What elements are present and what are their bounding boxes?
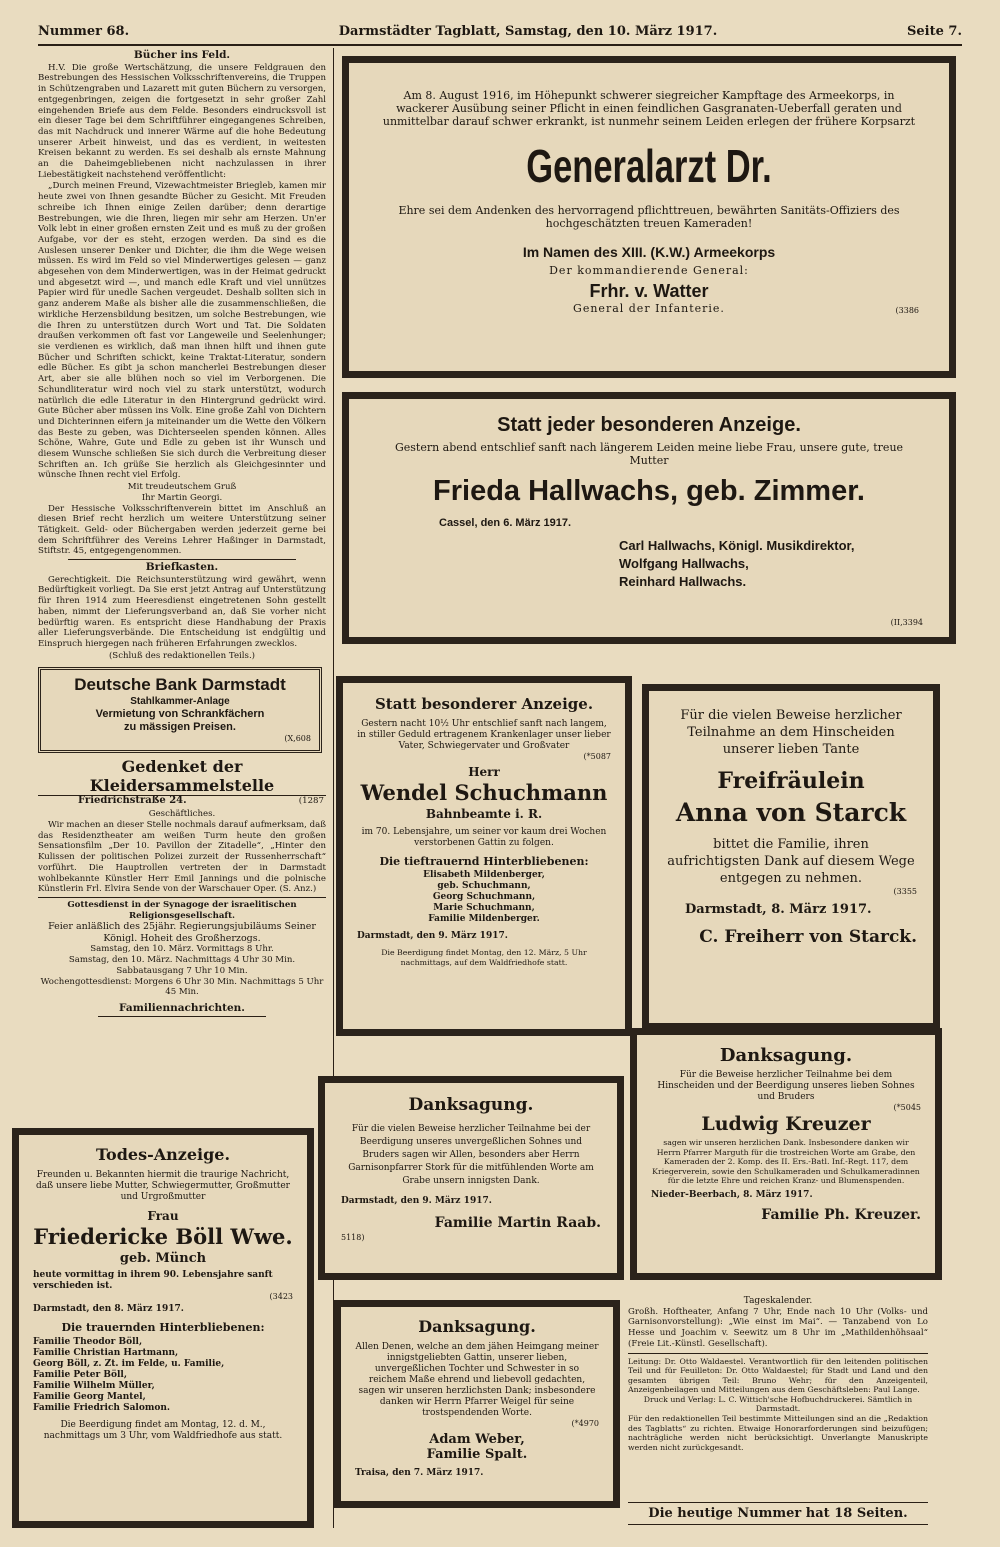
divider [98, 1016, 266, 1017]
reinhardt-name-wrap [379, 138, 919, 194]
hallwachs-place: Cassel, den 6. März 1917. [439, 517, 572, 529]
synagoge-text2: Samstag, den 10. März. Vormittags 8 Uhr. [90, 944, 274, 955]
impressum-text3: Für den redaktionellen Teil bestimmte Mitteilungen sind an die „Redaktion des Tagblatts“ zu richten. Etwaige Honorarforderungen sind beizufügen; nachträgliche werden nicht berücksichtigt. Unverlangte Manuskripte werden nicht zurückgesandt. [628, 1414, 928, 1452]
boell-code: (3423 [269, 1292, 293, 1301]
schuchmann-intro: Gestern nacht 10½ Uhr entschlief sanft nach langem, in stiller Geduld ertragenem Krankenlager unser lieber Vater, Schwiegervater und Großvater [357, 719, 611, 751]
boell-mourner: Familie Georg Mantel, [33, 1392, 146, 1402]
spalt-sign1: Adam Weber, [429, 1432, 525, 1447]
reinhardt-intro: Am 8. August 1916, im Höhepunkt schwerer siegreicher Kampftage des Armeekorps, in wackerer Ausübung seiner Pflicht in einen feindlichen Gasgranaten-Ueberfall geraten und unmittelbar darauf schwer erkrankt, ist nunmehr seinem Leiden erlegen der frühere Korpsarzt [382, 89, 916, 128]
reinhardt-role: Der kommandierende General: [549, 264, 749, 277]
bank-code: (X,608 [284, 734, 311, 744]
schuchmann-mourner: Georg Schuchmann, [432, 892, 536, 902]
starck-title: Freifräulein [717, 768, 865, 794]
geschaeft-title: Geschäftliches. [148, 809, 216, 820]
starck-text1: Für die vielen Beweise herzlicher Teilnahme an dem Hinscheiden unserer lieben Tante [680, 708, 902, 757]
footer-rule [628, 1524, 928, 1525]
kreuzer-sign: Familie Ph. Kreuzer. [761, 1206, 921, 1223]
starck-text2: bittet die Familie, ihren aufrichtigsten Dank auf diesem Wege entgegen zu nehmen. [667, 837, 915, 886]
boell-mourners-title: Die trauernden Hinterbliebenen: [61, 1321, 265, 1334]
bank-name: Deutsche Bank Darmstadt [74, 675, 286, 695]
boell-geb: geb. Münch [119, 1251, 207, 1266]
kreuzer-text2: sagen wir unseren herzlichen Dank. Insbesondere danken wir Herrn Pfarrer Marguth für die trostreichen Worte am Grabe, den Kameraden der 2. Komp. des II. Ers.-Batl. Inf.-Regt. 117, dem Kriegerverein, sowie den Schulkameraden und Schulkameradinnen für die letzte Ehre und reichen Kranz- und Blumenspenden. [652, 1138, 920, 1186]
schuchmann-mourners-title: Die tieftrauernd Hinterbliebenen: [379, 855, 589, 868]
spalt-notice [334, 1300, 620, 1508]
boell-mourner: Familie Peter Böll, [33, 1370, 127, 1380]
kalender-title: Tageskalender. [743, 1296, 813, 1306]
schuchmann-code: (*5087 [583, 752, 611, 761]
page-number: Seite 7. [907, 24, 962, 39]
kreuzer-code: (*5045 [893, 1103, 921, 1112]
issue-number: Nummer 68. [38, 24, 130, 39]
spalt-code: (*4970 [571, 1419, 599, 1428]
schuchmann-mourner: geb. Schuchmann, [437, 881, 531, 891]
reinhardt-code: (3386 [895, 306, 919, 315]
hallwachs-sign2: Wolfgang Hallwachs, [619, 556, 749, 571]
kalender-column [628, 1296, 928, 1502]
kleider-title: Gedenket der Kleidersammelstelle [38, 757, 326, 796]
raab-code: 5118) [341, 1233, 365, 1242]
raab-notice [318, 1076, 624, 1280]
divider [628, 1353, 928, 1354]
boell-title: Todes-Anzeige. [95, 1145, 231, 1164]
reinhardt-honor: Ehre sei dem Andenken des hervorragend pflichttreuen, bewährten Sanitäts-Offiziers des hochgeschätzten treuen Kameraden! [398, 204, 900, 230]
raab-title: Danksagung. [408, 1095, 534, 1115]
hallwachs-signatures [619, 537, 919, 591]
reinhardt-general: Frhr. v. Watter [589, 281, 709, 301]
schuchmann-mourner: Familie Mildenberger. [428, 914, 540, 924]
schuchmann-mourner: Elisabeth Mildenberger, [423, 870, 545, 880]
bank-line2: Vermietung von Schrankfächern [95, 708, 265, 721]
schuchmann-title: Statt besonderer Anzeige. [374, 695, 594, 713]
divider [38, 897, 326, 898]
boell-frau: Frau [147, 1209, 179, 1223]
synagoge-text3: Samstag, den 10. März. Nachmittags 4 Uhr 30 Min. Sabbatausgang 7 Uhr 10 Min. [68, 955, 296, 976]
footer-text: Die heutige Nummer hat 18 Seiten. [648, 1506, 908, 1521]
buecher-title: Bücher ins Feld. [133, 49, 231, 61]
starck-notice [642, 684, 940, 1030]
hallwachs-name: Frieda Hallwachs, geb. Zimmer. [433, 475, 865, 507]
kleider-code: (1287 [298, 796, 324, 807]
starck-place: Darmstadt, 8. März 1917. [685, 902, 872, 917]
kreuzer-place: Nieder-Beerbach, 8. März 1917. [651, 1189, 813, 1200]
buecher-paragraph: H.V. Die große Wertschätzung, die unsere Feldgrauen den Bestrebungen des Hessischen Volksschriftenvereins, die Truppen in Schützengraben und Lazarett mit guten Büchern zu versorgen, entgegenbringen, zeigen die fortgesetzt in sehr großer Zahl eingehenden Briefe aus dem Felde. Besonders eindrucksvoll ist ein dieser Tage bei dem Schriftführer eingegangenes Schreiben, das mit Nachdruck und innerer Wärme auf die hohe Bedeutung unserer Arbeit hinweist, und das es verdient, in weitesten Kreisen bekannt zu werden. Es sei deshalb als ernste Mahnung an die Daheimgebliebenen nicht nachzulassen in ihrer Liebestätigkeit nachstehend veröffentlicht: [38, 62, 326, 180]
boell-notice [12, 1128, 314, 1528]
reinhardt-rank-row [379, 302, 919, 318]
buecher-greeting: Mit treudeutschem Gruß [127, 482, 237, 493]
synagoge-title: Gottesdienst in der Synagoge der israelitischen Religionsgesellschaft. [67, 900, 297, 921]
schuchmann-name: Wendel Schuchmann [360, 780, 608, 805]
schuchmann-herr: Herr [468, 765, 500, 779]
spalt-title: Danksagung. [418, 1317, 536, 1336]
boell-mourner: Familie Friedrich Salomon. [33, 1403, 171, 1413]
starck-name: Anna von Starck [675, 798, 907, 827]
raab-text: Für die vielen Beweise herzlicher Teilnahme bei der Beerdigung unseres unvergeßlichen Sohnes und Bruders sagen wir Allen, besonders aber Herrn Garnisonpfarrer Stork für die mitfühlenden Worte am Grabe unsern innigsten Dank. [348, 1124, 594, 1186]
raab-place: Darmstadt, den 9. März 1917. [341, 1196, 492, 1206]
hallwachs-intro: Gestern abend entschlief sanft nach längerem Leiden meine liebe Frau, unsere gute, treue Mutter [394, 441, 904, 467]
schuchmann-place: Darmstadt, den 9. März 1917. [357, 931, 508, 941]
schuchmann-job: Bahnbeamte i. R. [425, 807, 543, 821]
schuchmann-notice [336, 676, 632, 1036]
kreuzer-notice [630, 1028, 942, 1280]
bank-ad [38, 667, 322, 753]
hallwachs-notice [342, 392, 956, 644]
raab-sign: Familie Martin Raab. [434, 1215, 601, 1231]
geschaeft-text: Wir machen an dieser Stelle nochmals darauf aufmerksam, daß das Residenztheater am weißen Turm heute den großen Sensationsfilm „Der 10. Pavillon der Zitadelle“, „Hinter den Kulissen der politischen Polizei zurzeit der Russenherrschaft“ vorführt. Die Hauptrollen vertreten der in Darmstadt wohlbekannte Künstler Herr Emil Jannings und die polnische Künstlerin Frl. Elvira Sende von der Warschauer Oper. (S. Anz.) [38, 820, 326, 895]
kleider-address-row [38, 796, 326, 809]
schuchmann-mourners [357, 870, 611, 925]
footer-rule [628, 1502, 928, 1503]
bank-line1: Stahlkammer-Anlage [130, 696, 230, 708]
kreuzer-title: Danksagung. [719, 1045, 853, 1066]
page-header [38, 22, 962, 46]
briefkasten-text: Gerechtigkeit. Die Reichsunterstützung wird gewährt, wenn Bedürftigkeit vorliegt. Da Sie erst jetzt Antrag auf Unterstützung für Ihren 1914 zum Heeresdienst eingetretenen Sohn gestellt haben, nimmt der Lieferungsverband an, daß Sie vorher nicht bedürftig waren. Es entspricht diese Handhabung der Praxis aller Lieferungsverbände. Die Entscheidung ist endgültig und Einspruch hiergegen nach früheren Erfahrungen zwecklos. [38, 574, 326, 649]
kalender-text: Großh. Hoftheater, Anfang 7 Uhr, Ende nach 10 Uhr (Volks- und Garnisonvorstellung): „Wie einst im Mai“. — Tanzabend von Lo Hesse und Joachim v. Seewitz um 8 Uhr im „Mathildenhöhsaal“ (Freie Lit.-Künstl. Gesellschaft). [628, 1306, 928, 1349]
kleider-address: Friedrichstraße 24. [78, 795, 187, 807]
boell-mourner: Georg Böll, z. Zt. im Felde, u. Familie, [33, 1359, 225, 1369]
spalt-sign2: Familie Spalt. [426, 1447, 528, 1462]
hallwachs-sign3: Reinhard Hallwachs. [619, 574, 747, 589]
hallwachs-sign1: Carl Hallwachs, Königl. Musikdirektor, [619, 538, 855, 553]
boell-mourner: Familie Christian Hartmann, [33, 1348, 179, 1358]
boell-mourners [33, 1337, 293, 1414]
schuchmann-burial: Die Beerdigung findet Montag, den 12. März, 5 Uhr nachmittags, auf dem Waldfriedhofe statt. [381, 948, 587, 967]
familien-title: Familiennachrichten. [119, 1001, 245, 1014]
boell-mourner: Familie Theodor Böll, [33, 1337, 143, 1347]
impressum-text1: Leitung: Dr. Otto Waldaestel. Verantwortlich für den leitenden politischen Teil und für Feuilleton: Dr. Otto Waldaestel; für Stadt und Land und den gesamten übrigen Teil: Bruno Wehr; für den Anzeigenteil, Anzeigenbeilagen und Mitteilungen aus dem Geschäftsleben: Paul Lange. [628, 1356, 928, 1395]
editorial-end: (Schluß des redaktionellen Teils.) [108, 650, 256, 661]
bank-line3: zu mässigen Preisen. [124, 721, 236, 734]
buecher-appeal: Der Hessische Volksschriftenverein bittet im Anschluß an diesen Brief recht herzlich um weitere Unterstützung seiner Tätigkeit. Geld- oder Büchergaben werden jederzeit gerne bei dem Schriftführer des Vereins Lehrer Haßinger in Darmstadt, Stiftstr. 45, entgegengenommen. [38, 503, 326, 557]
kreuzer-name: Ludwig Kreuzer [701, 1113, 871, 1135]
synagoge-text4: Wochengottesdienst: Morgens 6 Uhr 30 Min. Nachmittags 5 Uhr 45 Min. [40, 976, 324, 998]
kreuzer-text1: Für die Beweise herzlicher Teilnahme bei dem Hinscheiden und der Beerdigung unseres lieben Sohnes und Bruders [657, 1070, 915, 1102]
starck-sign: C. Freiherr von Starck. [699, 927, 917, 947]
impressum-text2: Druck und Verlag: L. C. Wittich'sche Hofbuchdruckerei. Sämtlich in Darmstadt. [643, 1394, 913, 1414]
boell-name: Friedericke Böll Wwe. [33, 1224, 293, 1249]
spalt-place: Traisa, den 7. März 1917. [355, 1468, 484, 1478]
buecher-letter: „Durch meinen Freund, Vizewachtmeister Briegleb, kamen mir heute zwei von Ihnen gesandte Bücher zu Gesicht. Mit Freuden schreibe ich Ihnen einige Zeilen darüber; denn derartige Bestrebungen, wie die Ihren, liegen mir sehr am Herzen. Un'er Volk lebt in einer großen ernsten Zeit und es muß zu der großen Aufgabe, vor der es steht, erzogen werden. Da sind es die Auslesen unserer Denker und Dichter, die ihm die Wege weisen müssen. Es wird im Feld so viel Minderwertiges gelesen — ganz abgesehen von dem Minderwertigen, was in der Heimat gedruckt und abgesetzt wird —, und manch edle Kraft und viel unnützes Papier wird für unedle Sachen vergeudet. Deshalb sollten sich in ganz anderem Maße als bisher alle die zusammenschließen, die wirkliche Herzensbildung besitzen, um solche Bestrebungen, wie die Ihren zu unterstützen durch Wort und Tat. Die Soldaten draußen verkommen oft fast vor Langeweile und Seelenhunger; sie verdienen es wirklich, daß man ihnen hilft und ihnen gute Bücher und Schriften schickt, keine Traktat-Literatur, sondern edle Bücher. Es gibt ja schon mancherlei Bestrebungen dieser Art, aber sie alle blühen noch so viel im Verborgenen. Die Schundliteratur wird noch viel zu stark unterstützt, wodurch natürlich die edle Literatur in den Hintergrund gedrückt wird. Gute Bücher aber müssen ins Volk. Eine große Zahl von Dichtern und Dichterinnen eifern ja miteinander um die Wette den Völkern das Beste zu geben, was Dichterseelen spenden können. Alles Schöne, Wahre, Gute und Edle zu geben ist ihr Wunsch und diesem Wunsche schließen Sie sich durch die Verbreitung dieser Schriften an. Ich grüße Sie herzlich als Gleichgesinnter und wünsche Ihnen recht viel Erfolg. [38, 181, 326, 481]
starck-code: (3355 [893, 887, 917, 896]
boell-burial: Die Beerdigung findet am Montag, 12. d. M., nachmittags um 3 Uhr, vom Waldfriedhofe aus statt. [43, 1420, 283, 1441]
hallwachs-title: Statt jeder besonderen Anzeige. [497, 414, 801, 436]
hallwachs-code: (II,3394 [890, 618, 923, 627]
reinhardt-rank: General der Infanterie. [573, 302, 725, 315]
reinhardt-name: Generalarzt Dr. [526, 140, 772, 192]
briefkasten-title: Briefkasten. [145, 561, 219, 574]
synagoge-text1: Feier anläßlich des 25jähr. Regierungsjubiläums Seiner Königl. Hoheit des Großherzogs. [48, 921, 316, 944]
boell-mourner: Familie Wilhelm Müller, [33, 1381, 155, 1391]
schuchmann-mourner: Marie Schuchmann, [433, 903, 535, 913]
newspaper-title: Darmstädter Tagblatt, Samstag, den 10. März 1917. [338, 24, 718, 39]
schuchmann-text: im 70. Lebensjahre, um seiner vor kaum drei Wochen verstorbenen Gattin zu folgen. [361, 827, 607, 848]
boell-text: heute vormittag in ihrem 90. Lebensjahre sanft verschieden ist. [33, 1270, 273, 1291]
divider [68, 559, 296, 560]
buecher-signature: Ihr Martin Georgi. [141, 492, 223, 503]
spalt-text: Allen Denen, welche an dem jähen Heimgang meiner innigstgeliebten Gattin, unserer lieben, unvergeßlichen Tochter und Schwester in so reichem Maße ehrend und liebevoll gedachten, sagen wir unseren herzlichsten Dank; insbesondere danken wir Herrn Pfarrer Weigel für seine trostspendenden Worte. [355, 1342, 599, 1418]
boell-intro: Freunden u. Bekannten hiermit die traurige Nachricht, daß unsere liebe Mutter, Schwiegermutter, Großmutter und Urgroßmutter [35, 1170, 290, 1202]
reinhardt-corps: Im Namen des XIII. (K.W.) Armeekorps [522, 244, 776, 260]
reinhardt-notice [342, 56, 956, 378]
boell-place: Darmstadt, den 8. März 1917. [33, 1304, 184, 1314]
